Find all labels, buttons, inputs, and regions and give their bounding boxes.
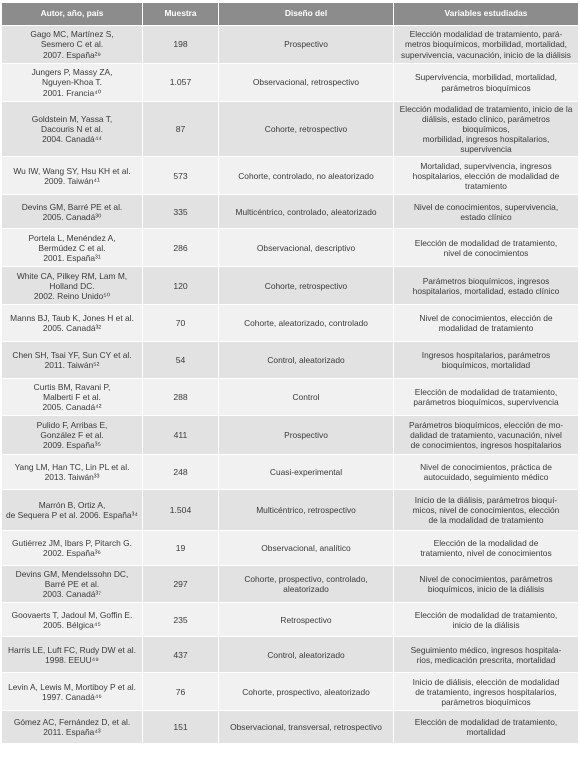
variables-cell: Elección de la modalidad de tratamiento, nivel de conocimientos — [394, 531, 579, 566]
table-row — [2, 195, 579, 229]
author-cell: Devins GM, Barré PE et al. 2005. Canadá³⁰ — [2, 195, 143, 229]
variables-cell: Elección de modalidad de tratamiento, parámetros bioquímicos, supervivencia — [394, 379, 579, 416]
sample-cell: 151 — [143, 711, 219, 744]
variables-cell: Nivel de conocimientos, elección de modalidad de tratamiento — [394, 305, 579, 342]
author-cell: Wu IW, Wang SY, Hsu KH et al. 2009. Taiwán⁴¹ — [2, 157, 143, 195]
author-cell: Yang LM, Han TC, Lin PL et al. 2013. Taiwán³³ — [2, 455, 143, 490]
design-cell: Prospectivo — [219, 26, 394, 64]
table-row — [2, 673, 579, 711]
variables-cell: Inicio de la diálisis, parámetros bioquí- micos, nivel de conocimientos, elección de la modalidad de tratamiento — [394, 490, 579, 531]
variables-cell: Supervivencia, morbilidad, mortalidad, parámetros bioquímicos — [394, 64, 579, 102]
variables-cell: Seguimiento médico, ingresos hospitala- rios, medicación prescrita, mortalidad — [394, 637, 579, 673]
design-cell: Cohorte, controlado, no aleatorizado — [219, 157, 394, 195]
table-header — [2, 3, 579, 26]
table-body — [2, 26, 579, 744]
design-cell: Multicéntrico, controlado, aleatorizado — [219, 195, 394, 229]
design-cell: Control, aleatorizado — [219, 637, 394, 673]
author-cell: Goovaerts T, Jadoul M, Goffin E. 2005. Bélgica⁴⁵ — [2, 603, 143, 637]
author-cell: Manns BJ, Taub K, Jones H et al. 2005. Canadá³² — [2, 305, 143, 342]
table-row — [2, 26, 579, 64]
design-cell: Observacional, retrospectivo — [219, 64, 394, 102]
author-cell: Gutiérrez JM, Ibars P, Pitarch G. 2002. España³⁶ — [2, 531, 143, 566]
design-cell: Cohorte, retrospectivo — [219, 102, 394, 157]
table-row — [2, 64, 579, 102]
header-variables: Variables estudiadas — [394, 3, 579, 26]
header-sample: Muestra — [143, 3, 219, 26]
variables-cell: Nivel de conocimientos, práctica de autocuidado, seguimiento médico — [394, 455, 579, 490]
variables-cell: Mortalidad, supervivencia, ingresos hospitalarios, elección de modalidad de tratamiento — [394, 157, 579, 195]
sample-cell: 286 — [143, 229, 219, 267]
variables-cell: Parámetros bioquímicos, ingresos hospitalarios, mortalidad, estado clínico — [394, 267, 579, 305]
table-row — [2, 305, 579, 342]
sample-cell: 1.057 — [143, 64, 219, 102]
design-cell: Cohorte, retrospectivo — [219, 267, 394, 305]
sample-cell: 288 — [143, 379, 219, 416]
author-cell: Harris LE, Luft FC, Rudy DW et al. 1998. EEUU⁴⁹ — [2, 637, 143, 673]
design-cell: Observacional, analítico — [219, 531, 394, 566]
design-cell: Observacional, descriptivo — [219, 229, 394, 267]
sample-cell: 1.504 — [143, 490, 219, 531]
table-row — [2, 102, 579, 157]
design-cell: Observacional, transversal, retrospectivo — [219, 711, 394, 744]
sample-cell: 235 — [143, 603, 219, 637]
author-cell: Goldstein M, Yassa T, Dacouris N et al. 2004. Canadá⁴⁴ — [2, 102, 143, 157]
design-cell: Cohorte, prospectivo, aleatorizado — [219, 673, 394, 711]
author-cell: Levin A, Lewis M, Mortiboy P et al. 1997. Canadá⁴⁶ — [2, 673, 143, 711]
variables-cell: Nivel de conocimientos, parámetros bioquímicos, inicio de la diálisis — [394, 566, 579, 603]
design-cell: Multicéntrico, retrospectivo — [219, 490, 394, 531]
sample-cell: 19 — [143, 531, 219, 566]
design-cell: Cuasi-experimental — [219, 455, 394, 490]
studies-table — [1, 2, 579, 744]
variables-cell: Parámetros bioquímicos, elección de mo- dalidad de tratamiento, vacunación, nivel de conocimientos, ingresos hospitalarios — [394, 416, 579, 455]
sample-cell: 573 — [143, 157, 219, 195]
sample-cell: 76 — [143, 673, 219, 711]
author-cell: Gago MC, Martínez S, Sesmero C et al. 2007. España²⁹ — [2, 26, 143, 64]
table-row — [2, 342, 579, 379]
author-cell: Chen SH, Tsai YF, Sun CY et al. 2011. Taiwán⁵² — [2, 342, 143, 379]
author-cell: Portela L, Menéndez A, Bermúdez C et al. 2001. España³¹ — [2, 229, 143, 267]
author-cell: Curtis BM, Ravani P, Malberti F et al. 2005. Canadá⁴² — [2, 379, 143, 416]
table-row — [2, 379, 579, 416]
design-cell: Cohorte, prospectivo, controlado, aleatorizado — [219, 566, 394, 603]
variables-cell: Ingresos hospitalarios, parámetros bioquímicos, mortalidad — [394, 342, 579, 379]
table-row — [2, 455, 579, 490]
table-row — [2, 267, 579, 305]
sample-cell: 87 — [143, 102, 219, 157]
variables-cell: Elección modalidad de tratamiento, pará- metros bioquímicos, morbilidad, mortalidad, supervivencia, vacunación, inicio de la diálisis — [394, 26, 579, 64]
sample-cell: 335 — [143, 195, 219, 229]
author-cell: Pulido F, Arribas E, González F et al. 2009. España³⁵ — [2, 416, 143, 455]
table-row — [2, 229, 579, 267]
table-row — [2, 416, 579, 455]
table-row — [2, 490, 579, 531]
header-author: Autor, año, país — [2, 3, 143, 26]
variables-cell: Elección de modalidad de tratamiento, mortalidad — [394, 711, 579, 744]
header-design: Diseño del — [219, 3, 394, 26]
sample-cell: 411 — [143, 416, 219, 455]
variables-cell: Elección de modalidad de tratamiento, nivel de conocimientos — [394, 229, 579, 267]
variables-cell: Elección de modalidad de tratamiento, inicio de la diálisis — [394, 603, 579, 637]
author-cell: Devins GM, Mendelssohn DC, Barré PE et al. 2003. Canadá³⁷ — [2, 566, 143, 603]
author-cell: Gómez AC, Fernández D, et al. 2011. España⁴³ — [2, 711, 143, 744]
sample-cell: 54 — [143, 342, 219, 379]
table-row — [2, 637, 579, 673]
table-row — [2, 603, 579, 637]
variables-cell: Inicio de diálisis, elección de modalidad de tratamiento, ingresos hospitalarios, parámetros bioquímicos — [394, 673, 579, 711]
sample-cell: 70 — [143, 305, 219, 342]
header-row — [2, 3, 579, 26]
author-cell: White CA, Pilkey RM, Lam M, Holland DC. 2002. Reino Unido⁵⁰ — [2, 267, 143, 305]
table-row — [2, 566, 579, 603]
design-cell: Prospectivo — [219, 416, 394, 455]
sample-cell: 248 — [143, 455, 219, 490]
variables-cell: Nivel de conocimientos, supervivencia, estado clínico — [394, 195, 579, 229]
author-cell: Jungers P, Massy ZA, Nguyen-Khoa T. 2001. Francia⁴⁰ — [2, 64, 143, 102]
variables-cell: Elección modalidad de tratamiento, inicio de la diálisis, estado clínico, parámetros bioquímicos, morbilidad, ingresos hospitalarios, supervivencia — [394, 102, 579, 157]
table-row — [2, 711, 579, 744]
sample-cell: 120 — [143, 267, 219, 305]
sample-cell: 297 — [143, 566, 219, 603]
sample-cell: 437 — [143, 637, 219, 673]
design-cell: Cohorte, aleatorizado, controlado — [219, 305, 394, 342]
design-cell: Control, aleatorizado — [219, 342, 394, 379]
table-row — [2, 157, 579, 195]
table-row — [2, 531, 579, 566]
design-cell: Retrospectivo — [219, 603, 394, 637]
design-cell: Control — [219, 379, 394, 416]
sample-cell: 198 — [143, 26, 219, 64]
author-cell: Marrón B, Ortiz A, de Sequera P et al. 2006. España³⁴ — [2, 490, 143, 531]
